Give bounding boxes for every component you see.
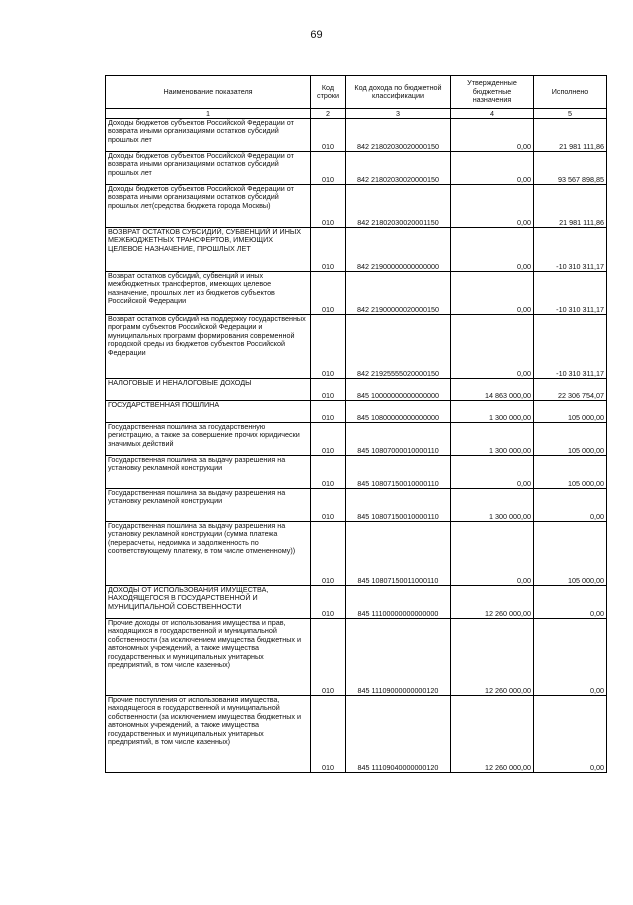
row-executed-cell: 22 306 754,07 (534, 379, 607, 401)
row-name-cell: Прочие поступления от использования имущества, находящегося в государственной и муниципальной собственности (за исключением имущества бюджетных и автономных учреждений, а также имущества государственных и муниципальных унитарных предприятий, в том числе казенных) (106, 696, 311, 773)
row-income-code-cell: 842 21802030020000150 (346, 119, 451, 152)
row-income-code-cell: 845 10000000000000000 (346, 379, 451, 401)
table-row (106, 489, 607, 522)
table-row (106, 456, 607, 489)
row-income-code-cell: 845 10807150010000110 (346, 489, 451, 522)
row-line-code-cell: 010 (311, 522, 346, 586)
row-line-code-cell: 010 (311, 423, 346, 456)
row-name-cell: Государственная пошлина за выдачу разрешения на установку рекламной конструкции (106, 456, 311, 489)
row-name-cell: ГОСУДАРСТВЕННАЯ ПОШЛИНА (106, 401, 311, 423)
column-header-executed: Исполнено (534, 76, 607, 109)
row-income-code-cell: 842 21802030020001150 (346, 185, 451, 228)
row-executed-cell: 21 981 111,86 (534, 119, 607, 152)
column-header-income-code: Код дохода по бюджетной классификации (346, 76, 451, 109)
column-header-line-code: Код строки (311, 76, 346, 109)
row-approved-cell: 0,00 (451, 315, 534, 379)
row-approved-cell: 0,00 (451, 456, 534, 489)
table-row (106, 586, 607, 619)
page-number: 69 (310, 29, 323, 41)
row-name-cell: Доходы бюджетов субъектов Российской Федерации от возврата иными организациями остатков субсидий прошлых лет (106, 119, 311, 152)
row-executed-cell: 105 000,00 (534, 401, 607, 423)
row-line-code-cell: 010 (311, 315, 346, 379)
table-row (106, 315, 607, 379)
row-executed-cell: 21 981 111,86 (534, 185, 607, 228)
table-row (106, 379, 607, 401)
row-approved-cell: 0,00 (451, 522, 534, 586)
column-number: 2 (311, 109, 346, 119)
row-approved-cell: 0,00 (451, 228, 534, 272)
table-row (106, 185, 607, 228)
row-line-code-cell: 010 (311, 379, 346, 401)
row-executed-cell: 105 000,00 (534, 522, 607, 586)
table-row (106, 152, 607, 185)
row-approved-cell: 12 260 000,00 (451, 586, 534, 619)
table-row (106, 228, 607, 272)
row-name-cell: Прочие доходы от использования имущества и прав, находящихся в государственной и муниципальной собственности (за исключением имущества бюджетных и автономных учреждений, а также имущества государственных и муниципальных унитарных предприятий, в том числе казенных) (106, 619, 311, 696)
row-income-code-cell: 842 21802030020000150 (346, 152, 451, 185)
row-income-code-cell: 845 10807150011000110 (346, 522, 451, 586)
row-line-code-cell: 010 (311, 586, 346, 619)
table-row (106, 272, 607, 315)
row-line-code-cell: 010 (311, 696, 346, 773)
row-income-code-cell: 845 10800000000000000 (346, 401, 451, 423)
row-income-code-cell: 845 10807000010000110 (346, 423, 451, 456)
row-executed-cell: 0,00 (534, 586, 607, 619)
row-approved-cell: 14 863 000,00 (451, 379, 534, 401)
row-line-code-cell: 010 (311, 185, 346, 228)
row-approved-cell: 0,00 (451, 152, 534, 185)
row-approved-cell: 1 300 000,00 (451, 489, 534, 522)
row-approved-cell: 0,00 (451, 119, 534, 152)
row-approved-cell: 12 260 000,00 (451, 696, 534, 773)
row-line-code-cell: 010 (311, 152, 346, 185)
row-executed-cell: 93 567 898,85 (534, 152, 607, 185)
row-line-code-cell: 010 (311, 119, 346, 152)
row-income-code-cell: 845 11109040000000120 (346, 696, 451, 773)
column-number: 5 (534, 109, 607, 119)
row-name-cell: НАЛОГОВЫЕ И НЕНАЛОГОВЫЕ ДОХОДЫ (106, 379, 311, 401)
table-row (106, 522, 607, 586)
row-name-cell: Государственная пошлина за выдачу разрешения на установку рекламной конструкции (106, 489, 311, 522)
row-income-code-cell: 842 21925555020000150 (346, 315, 451, 379)
table-row (106, 696, 607, 773)
row-approved-cell: 1 300 000,00 (451, 401, 534, 423)
row-executed-cell: 0,00 (534, 619, 607, 696)
table-row (106, 619, 607, 696)
row-line-code-cell: 010 (311, 456, 346, 489)
row-approved-cell: 0,00 (451, 185, 534, 228)
row-executed-cell: 105 000,00 (534, 423, 607, 456)
table-row (106, 423, 607, 456)
row-name-cell: ДОХОДЫ ОТ ИСПОЛЬЗОВАНИЯ ИМУЩЕСТВА, НАХОДЯЩЕГОСЯ В ГОСУДАРСТВЕННОЙ И МУНИЦИПАЛЬНОЙ СОБСТВЕННОСТИ (106, 586, 311, 619)
row-name-cell: Доходы бюджетов субъектов Российской Федерации от возврата иными организациями остатков субсидий прошлых лет (106, 152, 311, 185)
row-executed-cell: -10 310 311,17 (534, 272, 607, 315)
column-number-row (106, 109, 607, 119)
row-executed-cell: -10 310 311,17 (534, 315, 607, 379)
row-name-cell: Возврат остатков субсидий на поддержку государственных программ субъектов Российской Федерации и муниципальных программ формирования современной городской среды из бюджетов субъектов Российской Федерации (106, 315, 311, 379)
column-header-approved: Утвержденные бюджетные назначения (451, 76, 534, 109)
row-line-code-cell: 010 (311, 401, 346, 423)
row-line-code-cell: 010 (311, 619, 346, 696)
column-header-name: Наименование показателя (106, 76, 311, 109)
column-number: 1 (106, 109, 311, 119)
table-row (106, 401, 607, 423)
row-name-cell: Доходы бюджетов субъектов Российской Федерации от возврата иными организациями остатков субсидий прошлых лет(средства бюджета города Москвы) (106, 185, 311, 228)
row-executed-cell: -10 310 311,17 (534, 228, 607, 272)
row-name-cell: Государственная пошлина за выдачу разрешения на установку рекламной конструкции (сумма платежа (перерасчеты, недоимка и задолженность по соответствующему платежу, в том числе отмененному)) (106, 522, 311, 586)
row-line-code-cell: 010 (311, 272, 346, 315)
row-income-code-cell: 845 10807150010000110 (346, 456, 451, 489)
row-income-code-cell: 842 21900000000000000 (346, 228, 451, 272)
table-header-row (106, 76, 607, 109)
budget-report-table (105, 75, 607, 773)
row-name-cell: ВОЗВРАТ ОСТАТКОВ СУБСИДИЙ, СУБВЕНЦИЙ И ИНЫХ МЕЖБЮДЖЕТНЫХ ТРАНСФЕРТОВ, ИМЕЮЩИХ ЦЕЛЕВОЕ НАЗНАЧЕНИЕ, ПРОШЛЫХ ЛЕТ (106, 228, 311, 272)
row-income-code-cell: 845 11109000000000120 (346, 619, 451, 696)
row-line-code-cell: 010 (311, 489, 346, 522)
row-income-code-cell: 845 11100000000000000 (346, 586, 451, 619)
table-row (106, 119, 607, 152)
row-income-code-cell: 842 21900000020000150 (346, 272, 451, 315)
row-name-cell: Государственная пошлина за государственную регистрацию, а также за совершение прочих юридически значимых действий (106, 423, 311, 456)
row-executed-cell: 0,00 (534, 696, 607, 773)
row-executed-cell: 0,00 (534, 489, 607, 522)
row-approved-cell: 1 300 000,00 (451, 423, 534, 456)
table-body (106, 119, 607, 773)
row-executed-cell: 105 000,00 (534, 456, 607, 489)
column-number: 4 (451, 109, 534, 119)
row-approved-cell: 0,00 (451, 272, 534, 315)
row-name-cell: Возврат остатков субсидий, субвенций и иных межбюджетных трансфертов, имеющих целевое назначение, прошлых лет из бюджетов субъектов Российской Федерации (106, 272, 311, 315)
column-number: 3 (346, 109, 451, 119)
row-approved-cell: 12 260 000,00 (451, 619, 534, 696)
row-line-code-cell: 010 (311, 228, 346, 272)
